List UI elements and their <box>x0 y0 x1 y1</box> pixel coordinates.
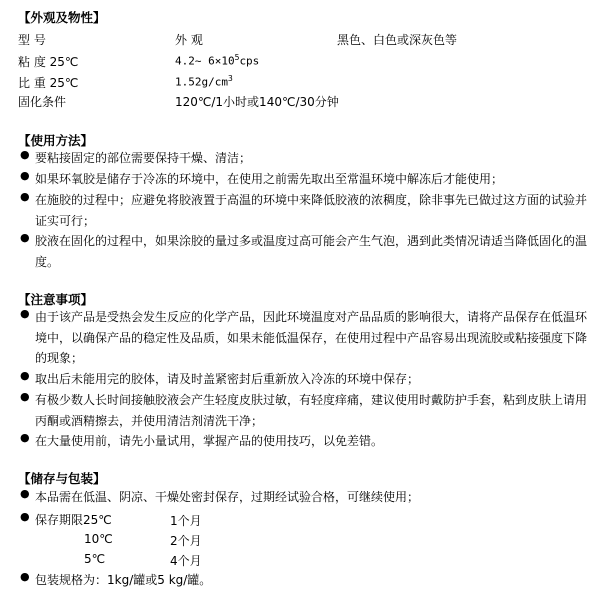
shelf-period: 4个月 <box>170 554 202 568</box>
shelf-life-row: ● 保存期限25℃ <box>20 510 595 531</box>
notes-item: ● 取出后未能用完的胶体，请及时盖紧密封后重新放入冷冻的环境中保存； <box>20 369 595 390</box>
section-title-notes: 【注意事项】 <box>18 292 94 307</box>
row-value-cure: 120℃/1小时或140℃/30分钟 <box>175 95 339 109</box>
section-title-storage: 【储存与包装】 <box>18 471 106 486</box>
notes-item: ● 在大量使用前，请先小量试用，掌握产品的使用技巧，以免差错。 <box>20 431 595 452</box>
usage-item: ● 要粘接固定的部位需要保持干燥、清洁； <box>20 148 595 169</box>
row-value-density: $1.52g/cm^3$ <box>175 74 233 89</box>
shelf-temp: 5℃ <box>84 552 106 566</box>
shelf-period: 1个月 <box>170 514 202 528</box>
storage-item: ● 本品需在低温、阴凉、干燥处密封保存，过期经试验合格，可继续使用； <box>20 487 595 508</box>
usage-item: ● 胶液在固化的过程中，如果涂胶的量过多或温度过高可能会产生气泡，遇到此类情况请适当降低固化的温度。 <box>20 231 595 272</box>
row-label-cure: 固化条件 <box>18 95 67 109</box>
section-title-appearance: 【外观及物性】 <box>18 10 106 25</box>
notes-item: ● 由于该产品是受热会发生反应的化学产品，因此环境温度对产品品质的影响很大，请将产品保存在低温环境中，以确保产品的稳定性及品质，如果未能低温保存，在使用过程中产品容易出现流胶或粘接强度下降的现象； <box>20 307 595 369</box>
shelf-temp: 10℃ <box>84 532 113 546</box>
row-value-viscosity: 4.2~ $6\times 10^5cps$ <box>175 53 260 68</box>
row-label-density: 比 重 25℃ <box>18 76 79 90</box>
row-value-appearance: 外 观 <box>175 33 203 47</box>
usage-item: ● 如果环氧胶是储存于冷冻的环境中，在使用之前需先取出至常温环境中解冻后才能使用； <box>20 169 595 190</box>
notes-item: ● 有极少数人长时间接触胶液会产生轻度皮肤过敏，有轻度痒痛，建议使用时戴防护手套，粘到皮肤上请用丙酮或酒精擦去，并使用清洁剂清洗干净； <box>20 390 595 431</box>
row-label-viscosity: 粘 度 25℃ <box>18 55 79 69</box>
shelf-period: 2个月 <box>170 534 202 548</box>
row-extra-colors: 黑色、白色或深灰色等 <box>337 33 458 47</box>
section-title-usage: 【使用方法】 <box>18 133 94 148</box>
packaging-item: ● 包装规格为：1kg/罐或5 kg/罐。 <box>20 570 595 591</box>
usage-item: ● 在施胶的过程中；应避免将胶液置于高温的环境中来降低胶液的浓稠度，除非事先已做过这方面的试验并证实可行； <box>20 190 595 231</box>
row-label-model: 型 号 <box>18 33 46 47</box>
shelf-life-label: 保存期限 <box>35 513 84 527</box>
